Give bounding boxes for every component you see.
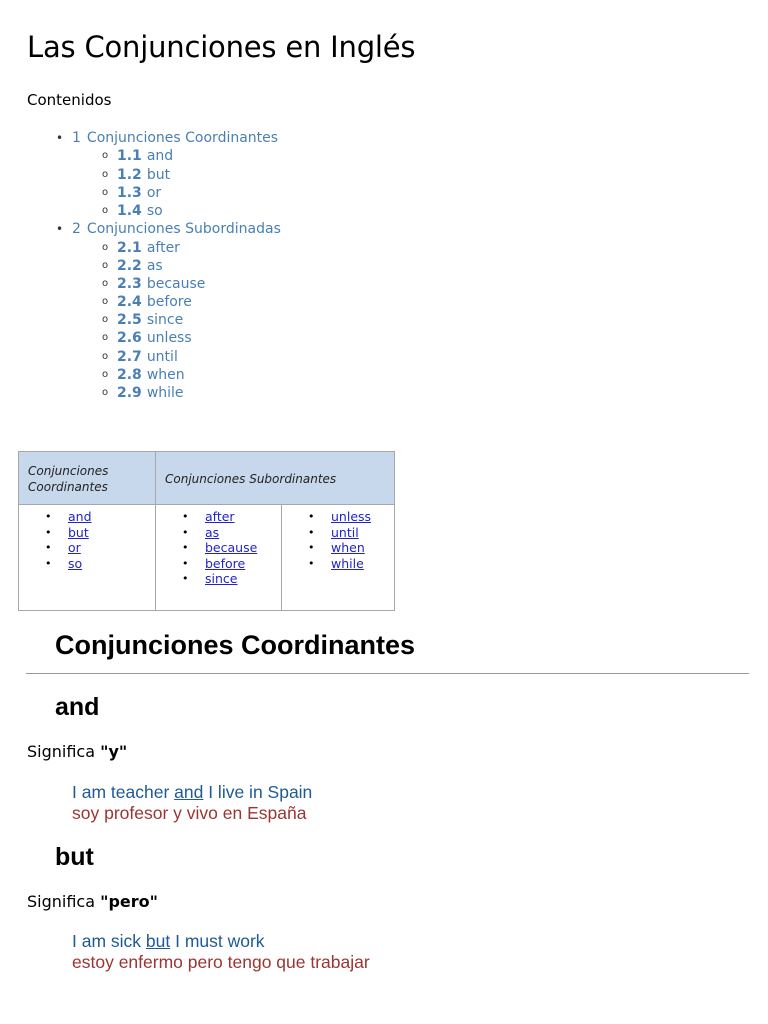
example-english: I am teacher and I live in Spain (72, 782, 313, 802)
table-header-coordinantes: Conjunciones Coordinantes (19, 452, 156, 505)
toc-item[interactable]: o 1.1 and (0, 147, 420, 165)
table-header-subordinantes: Conjunciones Subordinantes (156, 452, 395, 505)
toc-item[interactable]: o 2.2 as (0, 257, 420, 275)
toc-item-link[interactable]: because (146, 275, 206, 292)
meaning-value: "pero" (100, 892, 158, 911)
section-divider (26, 673, 749, 674)
meaning-value: "y" (100, 742, 128, 761)
table-link[interactable]: when (331, 540, 365, 555)
toc-heading: Contenidos (27, 91, 112, 109)
table-list-item (19, 540, 155, 556)
table-list-item (19, 525, 155, 541)
toc-item[interactable]: o 2.5 since (0, 311, 420, 329)
table-list-item (282, 509, 394, 525)
toc-item-link[interactable]: unless (146, 330, 192, 347)
table-link[interactable]: because (205, 540, 258, 555)
table-list-item (282, 525, 394, 541)
toc-item-link[interactable]: or (146, 184, 162, 201)
page-title: Las Conjunciones en Inglés (27, 30, 416, 64)
entry-meaning-but: Significa "pero" (27, 892, 158, 911)
entry-meaning-and: Significa "y" (27, 742, 128, 761)
entry-heading-but: but (55, 843, 94, 871)
toc-item[interactable]: o 1.4 so (0, 202, 420, 220)
toc-item-link[interactable]: while (146, 385, 184, 402)
table-list-item (156, 571, 281, 587)
toc-item[interactable]: o 2.9 while (0, 384, 420, 402)
toc-item-link[interactable]: but (146, 166, 171, 183)
table-list-item (282, 540, 394, 556)
section-heading: Conjunciones Coordinantes (55, 630, 416, 660)
toc-item-link[interactable]: after (146, 239, 180, 256)
toc-section-1[interactable]: • 1 Conjunciones Coordinantes (0, 129, 420, 147)
toc-item[interactable]: o 2.8 when (0, 366, 420, 384)
table-of-contents (0, 129, 420, 402)
example-spanish: soy profesor y vivo en España (72, 803, 307, 823)
table-list-item (19, 556, 155, 572)
toc-section-1-link[interactable]: Conjunciones Coordinantes (86, 130, 279, 146)
table-list-item (19, 509, 155, 525)
toc-item[interactable]: o 2.6 unless (0, 329, 420, 347)
table-link[interactable]: but (68, 524, 89, 540)
toc-item[interactable]: o 2.4 before (0, 293, 420, 311)
table-cell-subordinantes-1 (156, 505, 282, 611)
toc-item-link[interactable]: before (146, 294, 192, 311)
toc-item-link[interactable]: since (146, 312, 184, 329)
toc-item[interactable]: o 2.1 after (0, 239, 420, 257)
example-english: I am sick but I must work (72, 931, 265, 951)
toc-item-link[interactable]: as (146, 257, 163, 274)
table-link[interactable]: before (205, 555, 246, 571)
table-link[interactable]: after (205, 509, 235, 524)
table-list-item (156, 556, 281, 572)
table-link[interactable]: since (205, 571, 238, 586)
entry-example-and (72, 782, 312, 824)
table-link[interactable]: unless (331, 509, 372, 524)
toc-item-link[interactable]: and (146, 148, 174, 165)
table-list-item (156, 509, 281, 525)
example-keyword: but (145, 931, 171, 951)
entry-heading-and: and (55, 693, 100, 721)
toc-item[interactable]: o 1.3 or (0, 184, 420, 202)
table-cell-subordinantes-2 (282, 505, 395, 611)
example-spanish: estoy enfermo pero tengo que trabajar (72, 952, 370, 972)
example-keyword: and (174, 782, 204, 802)
table-link[interactable]: or (68, 540, 81, 555)
table-link[interactable]: as (205, 524, 220, 540)
toc-item[interactable]: o 2.7 until (0, 348, 420, 366)
conjunctions-table (18, 451, 395, 611)
table-cell-coordinantes (19, 505, 156, 611)
table-list-item (156, 525, 281, 541)
toc-item-link[interactable]: until (146, 348, 178, 365)
table-link[interactable]: so (68, 555, 83, 571)
toc-item-link[interactable]: when (146, 366, 185, 383)
toc-item[interactable]: o 1.2 but (0, 166, 420, 184)
table-list-item (156, 540, 281, 556)
toc-section-2[interactable]: • 2 Conjunciones Subordinadas (0, 220, 420, 238)
table-link[interactable]: and (68, 509, 92, 524)
table-list-item (282, 556, 394, 572)
entry-example-but (72, 931, 370, 973)
toc-item-link[interactable]: so (146, 202, 163, 219)
toc-item[interactable]: o 2.3 because (0, 275, 420, 293)
toc-section-2-link[interactable]: Conjunciones Subordinadas (86, 221, 281, 238)
table-link[interactable]: while (331, 555, 364, 571)
table-link[interactable]: until (331, 524, 359, 540)
